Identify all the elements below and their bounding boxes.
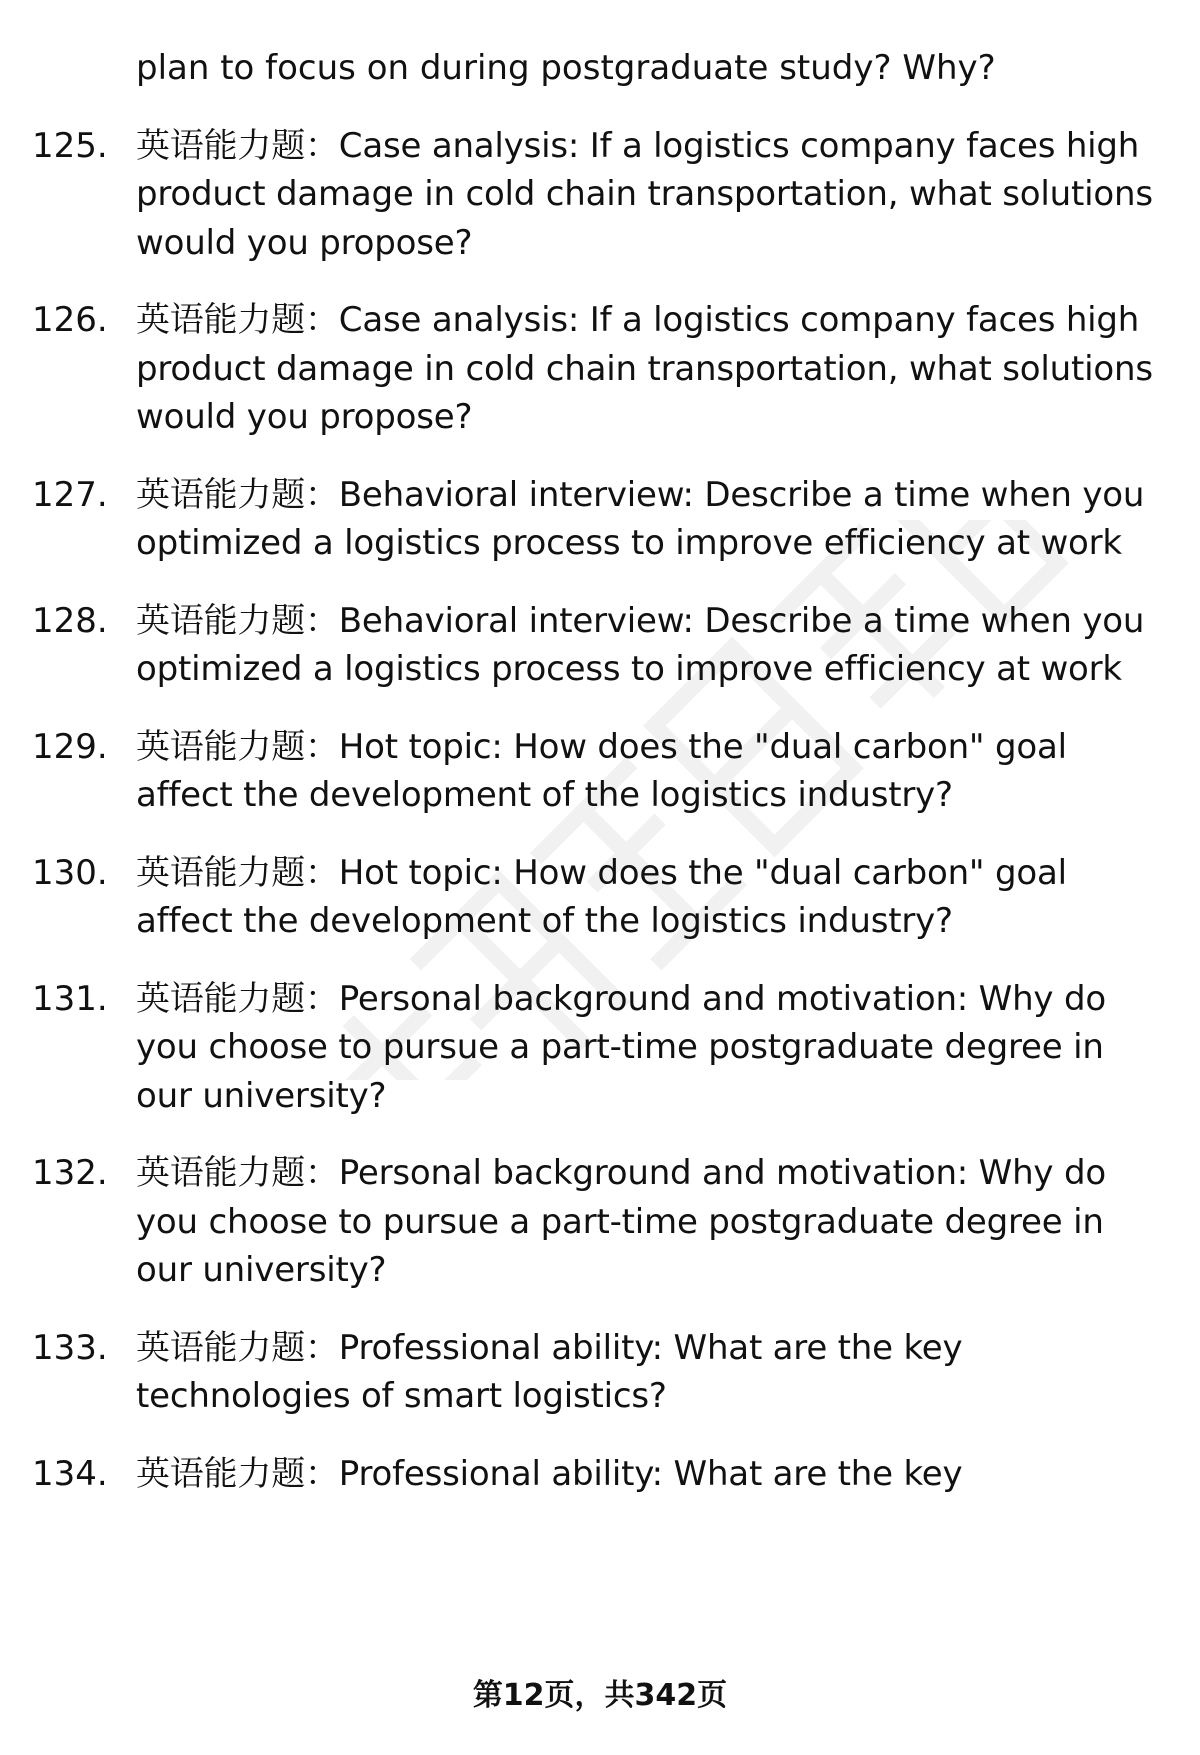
question-text: 英语能力题：Professional ability: What are the key technologies of smart logistics?: [136, 1327, 963, 1416]
question-list: [0, 44, 1200, 1527]
question-text: 英语能力题：Case analysis: If a logistics company faces high product damage in cold chain transportation, what solutions would you propose?: [136, 125, 1153, 263]
question-text: 英语能力题：Personal background and motivation: Why do you choose to pursue a part-time postgraduate degree in our university?: [136, 978, 1106, 1116]
question-number: 131.: [32, 978, 108, 1019]
question-number: 127.: [32, 474, 108, 515]
question-number: 129.: [32, 726, 108, 767]
previous-question-continuation: plan to focus on during postgraduate study? Why?: [136, 48, 996, 88]
question-number: 125.: [32, 125, 108, 166]
question-item: [0, 975, 1200, 1121]
question-item: [0, 723, 1200, 820]
question-text: 英语能力题：Behavioral interview: Describe a time when you optimized a logistics process to improve efficiency at work: [136, 474, 1145, 563]
question-text: 英语能力题：Case analysis: If a logistics company faces high product damage in cold chain transportation, what solutions would you propose?: [136, 300, 1153, 437]
question-item: [0, 122, 1200, 268]
question-number: 128.: [32, 600, 108, 641]
question-text: 英语能力题：Hot topic: How does the "dual carbon" goal affect the development of the logistics industry?: [136, 852, 1067, 941]
question-item: [0, 471, 1200, 568]
question-item: [0, 597, 1200, 694]
question-number: 126.: [32, 300, 108, 340]
question-number: 134.: [32, 1453, 108, 1494]
question-number: 132.: [32, 1153, 108, 1193]
question-item: [0, 1450, 1200, 1499]
question-text: 英语能力题：Personal background and motivation: Why do you choose to pursue a part-time postgraduate degree in our university?: [136, 1153, 1106, 1290]
question-text: 英语能力题：Behavioral interview: Describe a time when you optimized a logistics process to improve efficiency at work: [136, 600, 1145, 689]
question-text: 英语能力题：Professional ability: What are the key: [136, 1453, 963, 1494]
question-item: [0, 1324, 1200, 1421]
question-item: [0, 296, 1200, 442]
question-text: 英语能力题：Hot topic: How does the "dual carbon" goal affect the development of the logistics industry?: [136, 726, 1067, 815]
question-item: [0, 849, 1200, 946]
question-number: 130.: [32, 852, 108, 893]
question-number: 133.: [32, 1327, 108, 1368]
page-number-footer: 第12页，共342页: [472, 1678, 728, 1713]
question-item: [0, 1149, 1200, 1295]
